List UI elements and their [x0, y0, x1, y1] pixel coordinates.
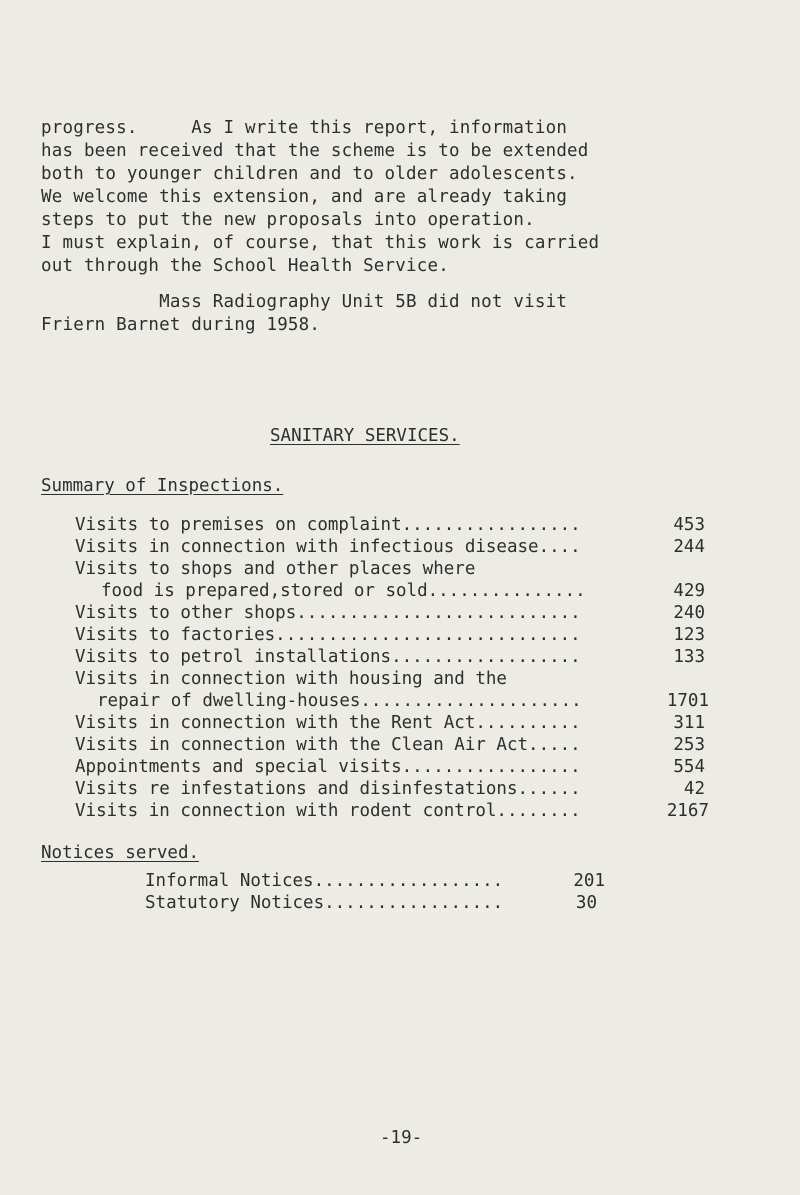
- notice-value: 30: [575, 893, 597, 913]
- row-value: 429: [673, 581, 705, 601]
- notice-label: Informal Notices..................: [145, 871, 504, 891]
- row-label: Appointments and special visits.................: [75, 757, 581, 777]
- row-label: Visits re infestations and disinfestations......: [75, 779, 581, 799]
- row-value: 453: [673, 515, 705, 535]
- row-label: Visits in connection with infectious disease....: [75, 537, 581, 557]
- intro-line: has been received that the scheme is to be extended: [41, 141, 589, 161]
- intro-line: We welcome this extension, and are already taking: [41, 187, 568, 207]
- row-value: 244: [673, 537, 705, 557]
- radiography-line: Mass Radiography Unit 5B did not visit: [41, 292, 568, 312]
- intro-line: both to younger children and to older adolescents.: [41, 164, 578, 184]
- intro-line: steps to put the new proposals into operation.: [41, 210, 535, 230]
- row-value: 240: [673, 603, 705, 623]
- page-number: -19-: [380, 1128, 423, 1148]
- row-label: Visits to shops and other places where: [75, 559, 476, 579]
- row-value: 2167: [666, 801, 709, 821]
- row-value: 554: [673, 757, 705, 777]
- radiography-line: Friern Barnet during 1958.: [41, 315, 321, 335]
- row-label: Visits in connection with the Rent Act..........: [75, 713, 581, 733]
- row-label: Visits in connection with housing and the: [75, 669, 507, 689]
- row-label: Visits to petrol installations..................: [75, 647, 581, 667]
- row-value: 133: [673, 647, 705, 667]
- notice-value: 201: [573, 871, 605, 891]
- notice-label: Statutory Notices.................: [145, 893, 504, 913]
- row-value: 253: [673, 735, 705, 755]
- row-label: food is prepared,stored or sold...............: [101, 581, 586, 601]
- row-label: repair of dwelling-houses.....................: [97, 691, 582, 711]
- summary-heading: Summary of Inspections.: [41, 476, 284, 496]
- row-value: 42: [683, 779, 705, 799]
- intro-line: progress. As I write this report, information: [41, 118, 568, 138]
- row-value: 1701: [666, 691, 709, 711]
- page-title: SANITARY SERVICES.: [270, 426, 460, 446]
- row-label: Visits in connection with rodent control........: [75, 801, 581, 821]
- row-label: Visits to other shops...........................: [75, 603, 581, 623]
- row-label: Visits to factories.............................: [75, 625, 581, 645]
- notices-heading: Notices served.: [41, 843, 200, 863]
- row-value: 311: [673, 713, 705, 733]
- list-item: [145, 892, 597, 980]
- intro-line: out through the School Health Service.: [41, 256, 449, 276]
- row-label: Visits in connection with the Clean Air Act.....: [75, 735, 581, 755]
- row-label: Visits to premises on complaint.................: [75, 515, 581, 535]
- intro-line: I must explain, of course, that this work is carried: [41, 233, 600, 253]
- row-value: 123: [673, 625, 705, 645]
